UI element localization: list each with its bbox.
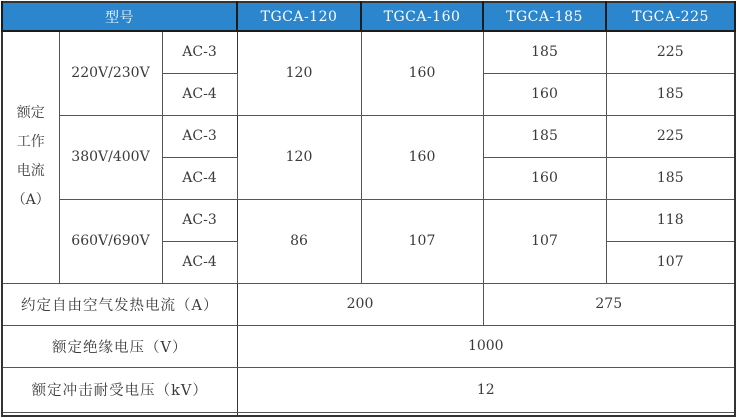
clipped-stub-value-cell [237,412,735,416]
header-tgca-120: TGCA-120 [237,2,361,31]
thermal-current-value-left: 200 [237,283,483,325]
row-clipped-stub [2,412,735,416]
ac4-label-220: AC-4 [162,73,237,115]
cell-380-ac4-tgca185: 160 [483,157,606,199]
cell-220-ac4-tgca225: 185 [606,73,735,115]
header-tgca-160: TGCA-160 [361,2,483,31]
thermal-current-value-right: 275 [483,283,735,325]
row-impulse-voltage [2,367,735,412]
header-tgca-225: TGCA-225 [606,2,735,31]
row-380-ac3 [2,115,735,157]
cell-660-tgca185: 107 [483,199,606,283]
ac4-label-380: AC-4 [162,157,237,199]
cell-380-ac3-tgca185: 185 [483,115,606,157]
voltage-660-690: 660V/690V [59,199,162,283]
rated-current-label-line1: 额定 [16,105,45,122]
rated-current-label-line4: （A） [11,192,50,209]
ac3-label-220: AC-3 [162,31,237,73]
rated-current-label-line2: 工作 [16,134,45,151]
insulation-voltage-label: 额定绝缘电压（V） [2,325,237,367]
cell-220-ac4-tgca185: 160 [483,73,606,115]
cell-380-ac3-tgca225: 225 [606,115,735,157]
impulse-voltage-value: 12 [237,367,735,412]
ac3-label-380: AC-3 [162,115,237,157]
cell-660-tgca120: 86 [237,199,361,283]
cell-380-tgca120: 120 [237,115,361,199]
row-660-ac3 [2,199,735,241]
cell-380-tgca160: 160 [361,115,483,199]
cell-220-tgca160: 160 [361,31,483,115]
row-insulation-voltage [2,325,735,367]
header-model-label: 型号 [2,2,237,31]
insulation-voltage-value: 1000 [237,325,735,367]
cell-660-tgca160: 107 [361,199,483,283]
cell-380-ac4-tgca225: 185 [606,157,735,199]
voltage-380-400: 380V/400V [59,115,162,199]
cell-660-ac4-tgca225: 107 [606,241,735,283]
spec-table [1,1,736,417]
header-tgca-185: TGCA-185 [483,2,606,31]
ac3-label-660: AC-3 [162,199,237,241]
ac4-label-660: AC-4 [162,241,237,283]
row-220-ac3 [2,31,735,73]
clipped-stub-label-cell [2,412,237,416]
rated-current-label-line3: 电流 [16,163,45,180]
cell-220-ac3-tgca225: 225 [606,31,735,73]
row-thermal-current [2,283,735,325]
cell-220-ac3-tgca185: 185 [483,31,606,73]
cell-220-tgca120: 120 [237,31,361,115]
impulse-voltage-label: 额定冲击耐受电压（kV） [2,367,237,412]
rated-current-label [2,31,59,283]
voltage-220-230: 220V/230V [59,31,162,115]
thermal-current-label: 约定自由空气发热电流（A） [2,283,237,325]
cell-660-ac3-tgca225: 118 [606,199,735,241]
header-row [2,2,735,31]
